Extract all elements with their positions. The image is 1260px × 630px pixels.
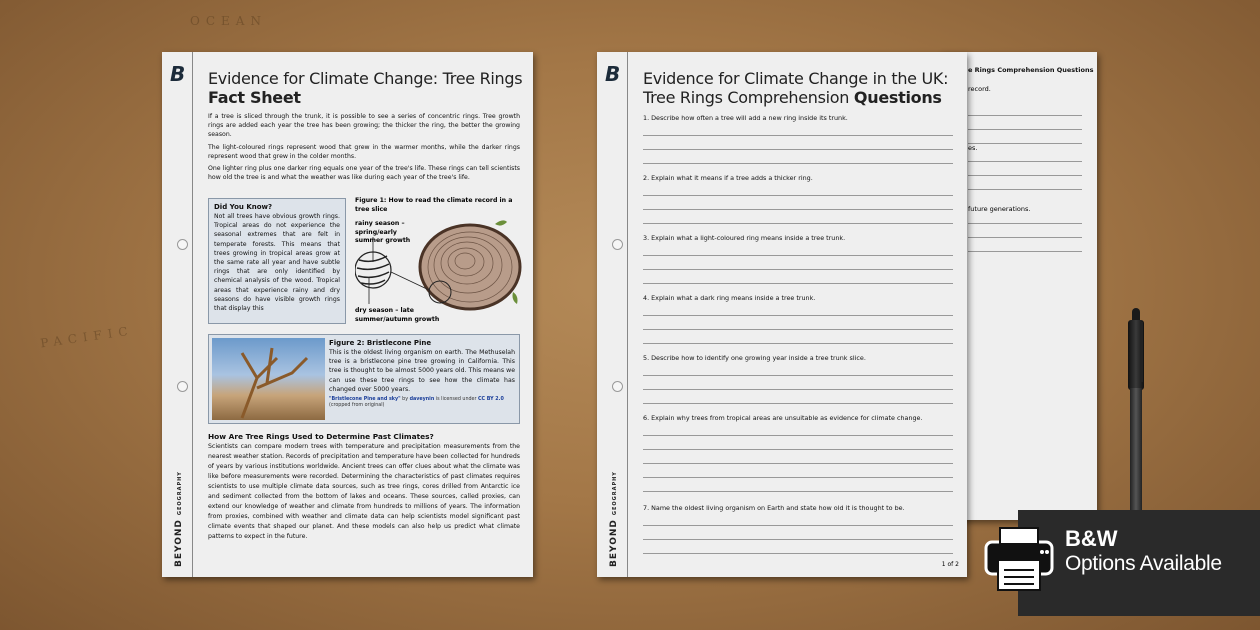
back-sheet-text: record.	[968, 85, 991, 93]
figure2-text: This is the oldest living organism on earth. The Methuselah tree is a bristlecone pine tree growing in California. This tree is thought to be almost 5000 years old. This means we can use these tree rings to see how the climate has changed over 5000 years.	[329, 349, 515, 393]
answer-line[interactable]	[643, 329, 953, 330]
back-sheet-text: es.	[968, 144, 978, 152]
answer-line[interactable]	[643, 163, 953, 164]
question-item	[643, 294, 953, 344]
page-margin	[597, 52, 628, 577]
question-text: 2. Explain what it means if a tree adds a thicker ring.	[643, 174, 813, 182]
fact-sheet-page	[162, 52, 533, 577]
answer-line[interactable]	[643, 375, 953, 376]
punch-hole	[177, 381, 188, 392]
question-item	[643, 114, 953, 164]
punch-hole	[612, 381, 623, 392]
punch-hole	[177, 239, 188, 250]
question-text: 3. Explain what a light-coloured ring means inside a tree trunk.	[643, 234, 846, 242]
question-text: 6. Explain why trees from tropical areas are unsuitable as evidence for climate change.	[643, 414, 923, 422]
answer-line[interactable]	[643, 269, 953, 270]
question-item	[643, 234, 953, 284]
page-number: 1 of 2	[941, 561, 959, 568]
credit-text: is licensed under	[435, 397, 477, 403]
figure1-label-rainy: rainy season – spring/early summer growth	[355, 220, 411, 244]
credit-note: (cropped from original)	[329, 403, 385, 409]
brand-wordmark: BEYONDGEOGRAPHY	[174, 471, 184, 567]
pen-icon	[1128, 308, 1144, 513]
did-you-know-box: Did You Know? Not all trees have obvious growth rings. Tropical areas do not experience the seasonal extremes that are felt in temperate forests. This means that trees growing in tropical areas grow at the same rate all year and have subtle rings that are only identified by chemical analysis of the wood. Tropical areas that experience rainy and dry seasons do have visible growth rings that display this	[208, 198, 346, 324]
answer-line[interactable]	[643, 255, 953, 256]
answer-line[interactable]	[643, 477, 953, 478]
figure1-label-dry: dry season – late summer/autumn growth	[355, 307, 440, 323]
brand-wordmark: BEYONDGEOGRAPHY	[609, 471, 619, 567]
question-text: 5. Describe how to identify one growing year inside a tree trunk slice.	[643, 354, 866, 362]
map-label: PACIFIC	[39, 323, 135, 351]
answer-line[interactable]	[643, 209, 953, 210]
beyond-logo: B	[170, 62, 186, 86]
section-text: Scientists can compare modern trees with temperature and precipitation measurements from the nearest weather station. Records of precipitation and temperature have been collected for hundreds of years by various institutions worldwide. Ancient trees can offer clues about what the climate was like before measurements were recorded. Determining the characteristics of past climates requires scientists to use multiple climate data sources, such as tree rings, cores drilled from Antarctic ice and sediment collected from the bottom of lakes and oceans. These sources, called proxies, can extend our knowledge of weather and climate from hundreds to millions of years. The information from proxies, combined with weather and climate data can help scientists model significant past climate events that shaped our planet. And these models can also help us predict what climate patterns to expect in the future.	[208, 443, 520, 540]
answer-line[interactable]	[643, 463, 953, 464]
figure1-caption: Figure 1: How to read the climate record in a tree slice	[355, 197, 513, 213]
section-heading: How Are Tree Rings Used to Determine Past Climates?	[208, 432, 434, 441]
answer-line[interactable]	[643, 315, 953, 316]
intro-text: If a tree is sliced through the trunk, it is possible to see a series of concentric rings. Tree growth rings are added each year the tree has been growing; the thicker the ring, the better the growing season. The light-coloured rings represent wood that grew in the warmer months, while the darker rings represent wood that grew in the colder months. One lighter ring plus one darker ring equals one year of the tree's life. These rings can tell scientists how old the tree is and what the weather was like during each year of the tree's life.	[208, 113, 520, 182]
answer-line[interactable]	[643, 525, 953, 526]
answer-line[interactable]	[643, 389, 953, 390]
bristlecone-pine-photo	[212, 338, 325, 420]
credit-author-link[interactable]: daveynin	[409, 397, 435, 403]
questions-sheet-page	[597, 52, 967, 577]
question-text: 1. Describe how often a tree will add a new ring inside its trunk.	[643, 114, 848, 122]
answer-line[interactable]	[643, 149, 953, 150]
punch-hole	[612, 239, 623, 250]
license-link[interactable]: CC BY 2.0	[478, 397, 504, 403]
question-item	[643, 414, 953, 492]
back-sheet-header: e Rings Comprehension Questions	[968, 66, 1094, 74]
question-text: 4. Explain what a dark ring means inside a tree trunk.	[643, 294, 816, 302]
answer-line[interactable]	[643, 343, 953, 344]
credit-title-link[interactable]: "Bristlecone Pine and sky"	[329, 397, 401, 403]
answer-line[interactable]	[643, 403, 953, 404]
page-margin	[162, 52, 193, 577]
badge-subtitle: Options Available	[1065, 552, 1222, 575]
page-title: Evidence for Climate Change in the UK: Tree Rings Comprehension Questions	[643, 69, 949, 107]
answer-line[interactable]	[643, 539, 953, 540]
question-text: 7. Name the oldest living organism on Earth and state how old it is thought to be.	[643, 504, 905, 512]
answer-line[interactable]	[643, 435, 953, 436]
figure2-caption: Figure 2: Bristlecone Pine	[329, 339, 432, 347]
badge-title: B&W	[1065, 526, 1118, 551]
question-item	[643, 504, 953, 554]
answer-line[interactable]	[643, 553, 953, 554]
answer-line[interactable]	[643, 283, 953, 284]
answer-line[interactable]	[643, 449, 953, 450]
tree-slice-illustration	[355, 212, 525, 312]
tree-rings-icon	[420, 220, 520, 309]
beyond-logo: B	[605, 62, 621, 86]
credit-text: by	[402, 397, 409, 403]
figure2-box	[208, 334, 520, 424]
answer-line[interactable]	[643, 135, 953, 136]
bw-options-badge	[1018, 510, 1260, 616]
question-item	[643, 174, 953, 224]
answer-line[interactable]	[643, 223, 953, 224]
page-title: Evidence for Climate Change: Tree Rings Fact Sheet	[208, 69, 523, 107]
back-sheet-text: future generations.	[968, 205, 1031, 213]
question-item	[643, 354, 953, 404]
map-label: OCEAN	[190, 14, 267, 28]
answer-line[interactable]	[643, 491, 953, 492]
printer-icon	[984, 524, 1056, 594]
answer-line[interactable]	[643, 195, 953, 196]
